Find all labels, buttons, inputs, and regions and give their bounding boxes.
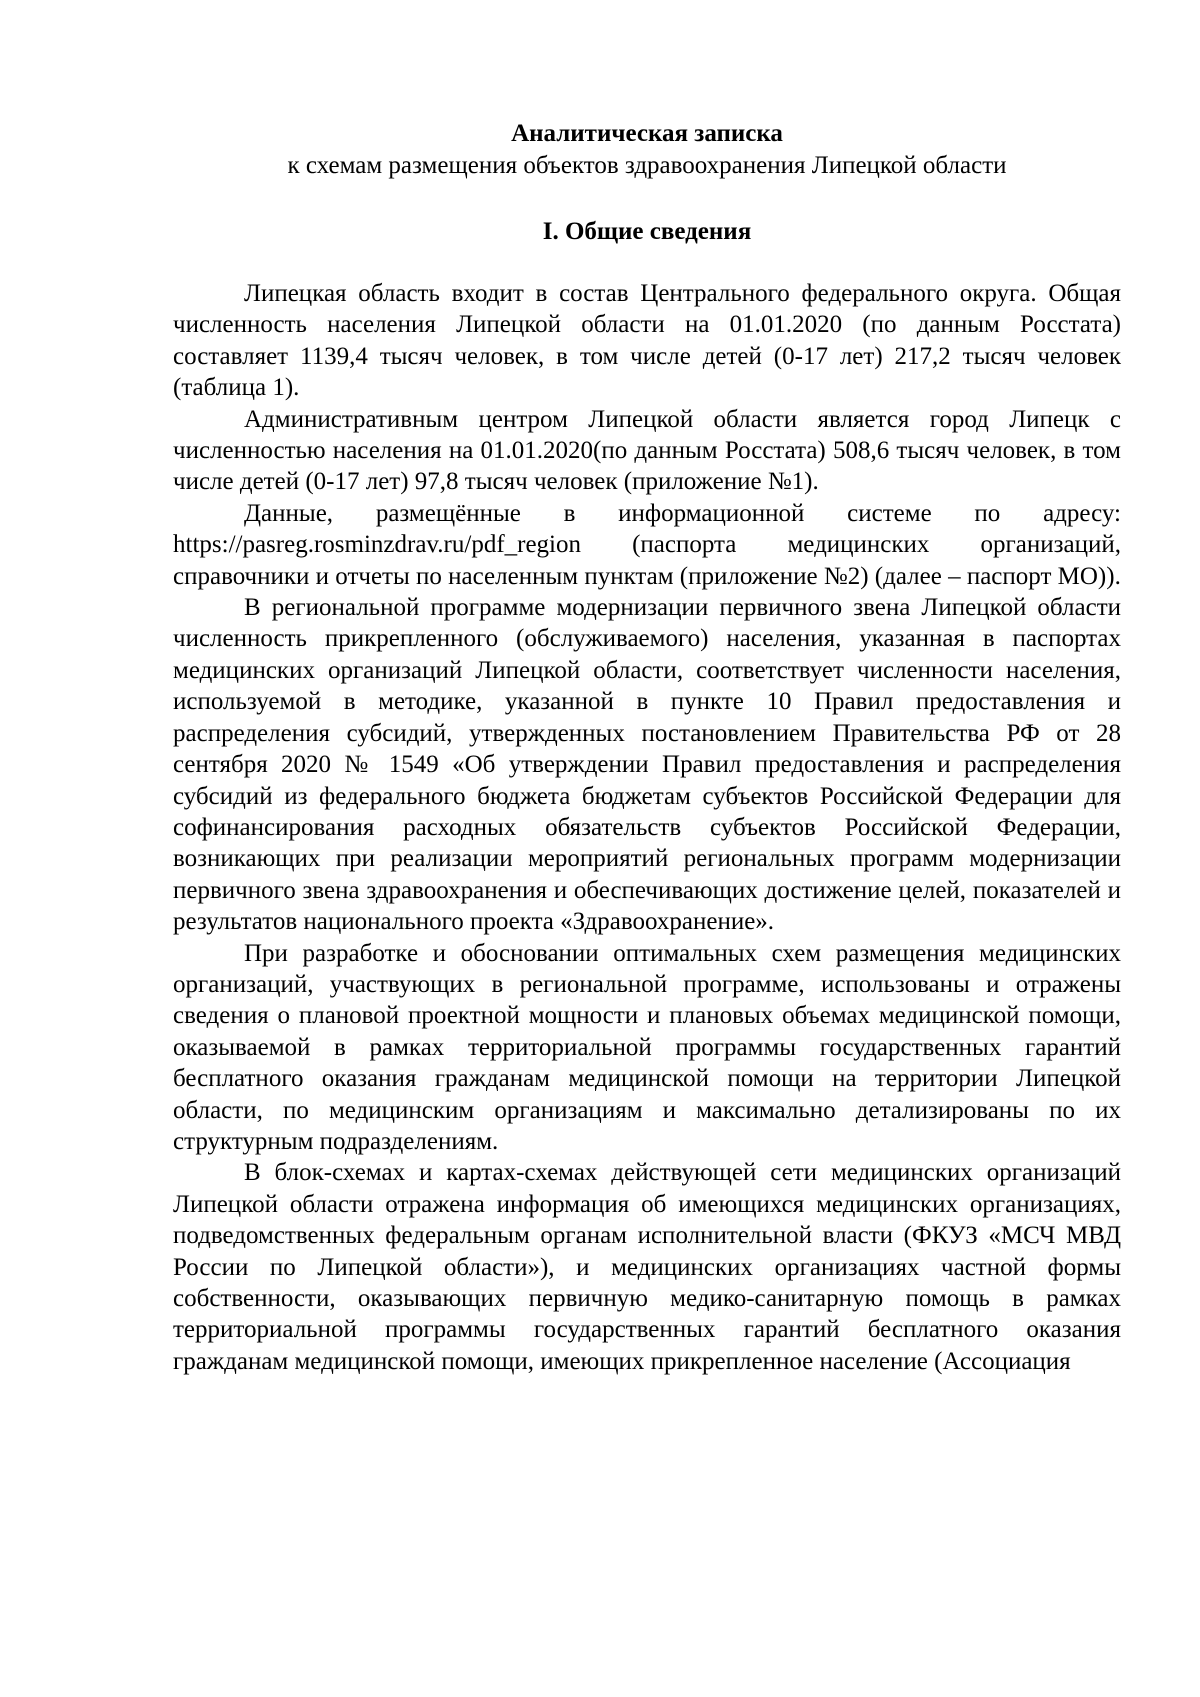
body-text	[173, 278, 1121, 1377]
document-title: Аналитическая записка	[511, 120, 783, 147]
paragraph-1: Липецкая область входит в состав Центрального федерального округа. Общая численность населения Липецкой области на 01.01.2020 (по данным Росстата) составляет 1139,4 тысяч человек, в том числе детей (0-17 лет) 217,2 тысяч человек (таблица 1).	[173, 280, 1121, 402]
section-heading: I. Общие сведения	[542, 218, 752, 245]
paragraph-5: При разработке и обосновании оптимальных схем размещения медицинских организаций, участвующих в региональной программе, использованы и отражены сведения о плановой проектной мощности и плановых объемах медицинской помощи, оказываемой в рамках территориальной программы государственных гарантий бесплатного оказания гражданам медицинской помощи на территории Липецкой области, по медицинским организациям и максимально детализированы по их структурным подразделениям.	[173, 939, 1121, 1155]
paragraph-4: В региональной программе модернизации первичного звена Липецкой области численность прикрепленного (обслуживаемого) населения, указанная в паспортах медицинских организаций Липецкой области, соответствует численности населения, используемой в методике, указанной в пункте 10 Правил предоставления и распределения субсидий, утвержденных постановлением Правительства РФ от 28 сентября 2020 № 1549 «Об утверждении Правил предоставления и распределения субсидий из федерального бюджета бюджетам субъектов Российской Федерации для софинансирования расходных обязательств субъектов Российской Федерации, возникающих при реализации мероприятий региональных программ модернизации первичного звена здравоохранения и обеспечивающих достижение целей, показателей и результатов национального проекта «Здравоохранение».	[173, 594, 1121, 936]
paragraph-2: Административным центром Липецкой области является город Липецк с численностью населения на 01.01.2020(по данным Росстата) 508,6 тысяч человек, в том числе детей (0-17 лет) 97,8 тысяч человек (приложение №1).	[173, 405, 1121, 496]
paragraph-3: Данные, размещённые в информационной системе по адресу: https://pasreg.rosminzdrav.ru/pdf_region (паспорта медицинских организаций, справочники и отчеты по населенным пунктам (приложение №2) (далее – паспорт МО)).	[173, 499, 1121, 590]
paragraph-6: В блок-схемах и картах-схемах действующей сети медицинских организаций Липецкой области отражена информация об имеющихся медицинских организациях, подведомственных федеральным органам исполнительной власти (ФКУЗ «МСЧ МВД России по Липецкой области»), и медицинских организациях частной формы собственности, оказывающих первичную медико-санитарную помощь в рамках территориальной программы государственных гарантий бесплатного оказания гражданам медицинской помощи, имеющих прикрепленное население (Ассоциация	[173, 1159, 1121, 1375]
document-subtitle: к схемам размещения объектов здравоохранения Липецкой области	[287, 152, 1007, 179]
